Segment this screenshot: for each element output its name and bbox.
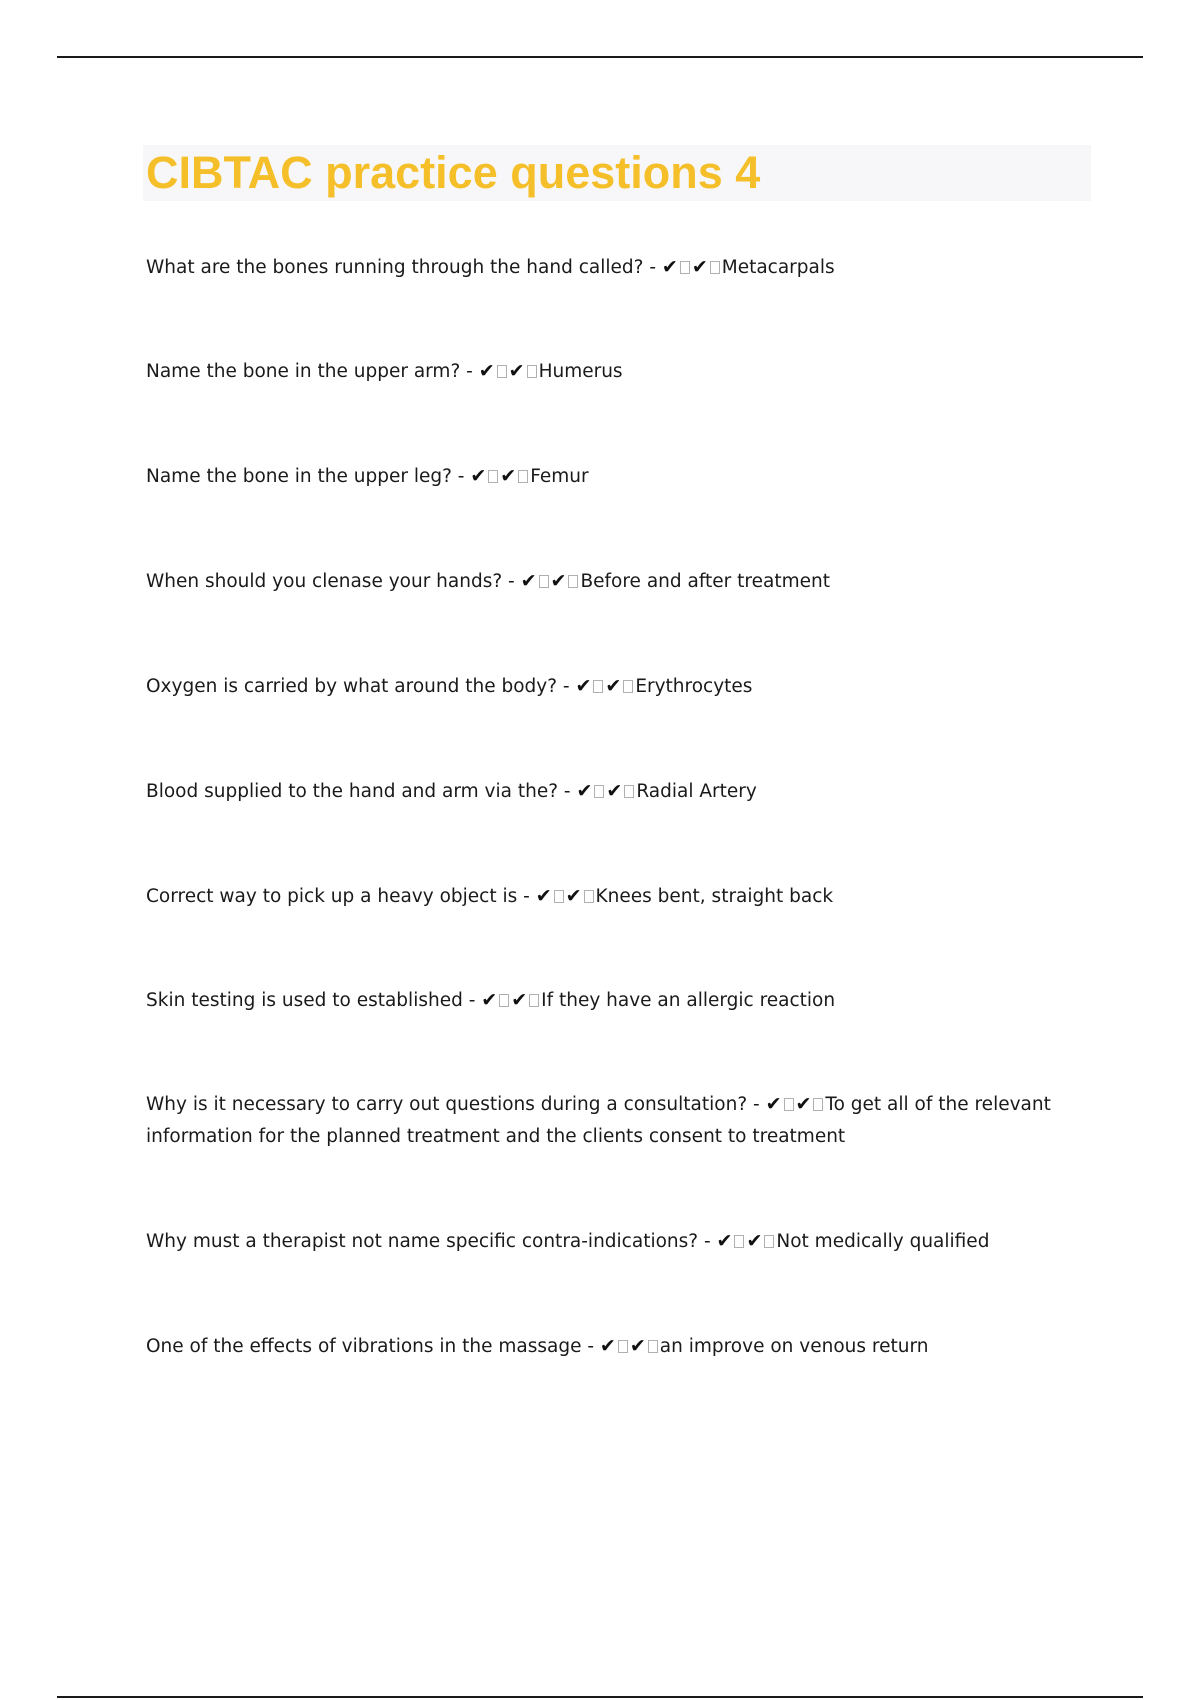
- qa-item-8: [146, 984, 1066, 1017]
- separator: -: [502, 571, 521, 592]
- box-icon: [518, 470, 528, 483]
- question-text: Name the bone in the upper leg?: [146, 466, 452, 487]
- qa-item-5: [146, 670, 1066, 703]
- answer-text: Radial Artery: [636, 781, 757, 802]
- separator: -: [558, 781, 577, 802]
- qa-item-7: [146, 880, 1066, 913]
- check-icon: ✔: [481, 989, 498, 1011]
- check-icon: ✔: [565, 885, 582, 907]
- box-icon: [488, 470, 498, 483]
- check-icon: ✔: [716, 1230, 733, 1252]
- box-icon: [529, 994, 539, 1007]
- check-icon: ✔: [520, 570, 537, 592]
- check-icon: ✔: [550, 570, 567, 592]
- check-icon: ✔: [765, 1093, 782, 1115]
- qa-item-4: [146, 565, 1066, 598]
- qa-item-6: [146, 775, 1066, 808]
- question-text: Why must a therapist not name specific contra-indications?: [146, 1231, 699, 1252]
- box-icon: [813, 1098, 823, 1111]
- separator: -: [557, 676, 576, 697]
- check-icon: ✔: [606, 780, 623, 802]
- check-icon: ✔: [575, 675, 592, 697]
- check-icon: ✔: [511, 989, 528, 1011]
- answer-text: Erythrocytes: [635, 676, 753, 697]
- box-icon: [527, 365, 537, 378]
- box-icon: [764, 1235, 774, 1248]
- box-icon: [497, 365, 507, 378]
- box-icon: [624, 785, 634, 798]
- answer-text: Femur: [530, 466, 589, 487]
- check-icon: ✔: [795, 1093, 812, 1115]
- box-icon: [734, 1235, 744, 1248]
- answer-text: Humerus: [538, 361, 623, 382]
- check-icon: ✔: [629, 1335, 646, 1357]
- separator: -: [698, 1231, 717, 1252]
- box-icon: [568, 575, 578, 588]
- question-text: Blood supplied to the hand and arm via the?: [146, 781, 559, 802]
- separator: -: [643, 257, 662, 278]
- separator: -: [460, 361, 479, 382]
- box-icon: [594, 785, 604, 798]
- box-icon: [554, 890, 564, 903]
- question-text: One of the effects of vibrations in the massage: [146, 1336, 582, 1357]
- answer-text: If they have an allergic reaction: [541, 990, 836, 1011]
- qa-item-2: [146, 355, 1066, 388]
- check-icon: ✔: [576, 780, 593, 802]
- separator: -: [581, 1336, 600, 1357]
- check-icon: ✔: [599, 1335, 616, 1357]
- question-text: What are the bones running through the hand called?: [146, 257, 644, 278]
- qa-item-9: [146, 1088, 1066, 1153]
- box-icon: [623, 680, 633, 693]
- check-icon: ✔: [746, 1230, 763, 1252]
- box-icon: [593, 680, 603, 693]
- question-text: When should you clenase your hands?: [146, 571, 503, 592]
- answer-text: Before and after treatment: [580, 571, 830, 592]
- box-icon: [710, 261, 720, 274]
- qa-item-3: [146, 460, 1066, 493]
- answer-text: Knees bent, straight back: [595, 886, 834, 907]
- box-icon: [680, 261, 690, 274]
- answer-text: To get all of the relevant information for the planned treatment and the clients consent to treatment: [146, 1094, 1051, 1147]
- check-icon: ✔: [661, 256, 678, 278]
- question-text: Name the bone in the upper arm?: [146, 361, 461, 382]
- check-icon: ✔: [605, 675, 622, 697]
- check-icon: ✔: [535, 885, 552, 907]
- top-rule: [57, 56, 1143, 58]
- box-icon: [584, 890, 594, 903]
- qa-item-11: [146, 1330, 1066, 1363]
- box-icon: [648, 1340, 658, 1353]
- box-icon: [618, 1340, 628, 1353]
- check-icon: ✔: [508, 360, 525, 382]
- separator: -: [747, 1094, 766, 1115]
- question-text: Oxygen is carried by what around the body?: [146, 676, 558, 697]
- box-icon: [784, 1098, 794, 1111]
- question-text: Correct way to pick up a heavy object is: [146, 886, 518, 907]
- box-icon: [539, 575, 549, 588]
- qa-item-1: [146, 251, 1066, 284]
- check-icon: ✔: [478, 360, 495, 382]
- answer-text: Metacarpals: [721, 257, 835, 278]
- separator: -: [517, 886, 536, 907]
- page-title: CIBTAC practice questions 4: [146, 147, 761, 198]
- question-text: Skin testing is used to established: [146, 990, 463, 1011]
- box-icon: [499, 994, 509, 1007]
- question-text: Why is it necessary to carry out questions during a consultation?: [146, 1094, 748, 1115]
- check-icon: ✔: [470, 465, 487, 487]
- qa-item-10: [146, 1225, 1066, 1258]
- check-icon: ✔: [500, 465, 517, 487]
- answer-text: an improve on venous return: [659, 1336, 929, 1357]
- check-icon: ✔: [691, 256, 708, 278]
- separator: -: [462, 990, 482, 1011]
- answer-text: Not medically qualified: [776, 1231, 990, 1252]
- bottom-rule: [57, 1696, 1143, 1698]
- separator: -: [451, 466, 471, 487]
